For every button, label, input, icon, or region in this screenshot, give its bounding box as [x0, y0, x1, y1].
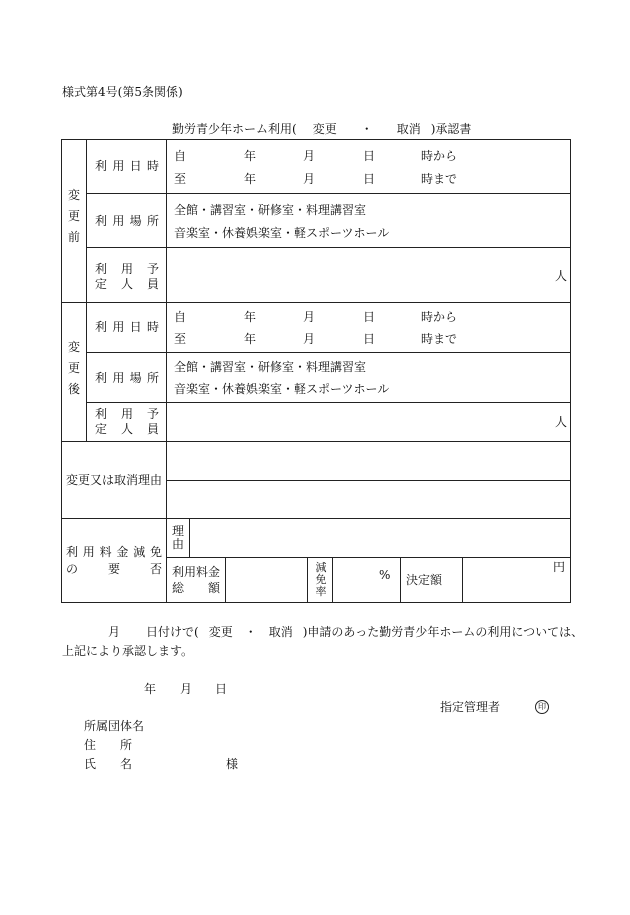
after-use-place-label: 利 用 場 所 [95, 371, 159, 385]
after-place-line-1: 全館・講習室・研修室・料理講習室 [174, 360, 367, 374]
before-use-place-label: 利 用 場 所 [95, 214, 159, 228]
title-suffix: )承認書 [430, 122, 472, 136]
approval-day: 日 [215, 682, 228, 696]
fee-total-label-1: 利用料金 [172, 565, 221, 579]
before-to-day: 日 [363, 172, 376, 186]
seal-mark: 印 [535, 700, 549, 714]
after-place-line-2: 音楽室・休養娯楽室・軽スポーツホール [174, 382, 390, 396]
approval-sentence-line-1: 月 日付けで( 変更 ・ 取消 )申請のあった勤労青少年ホームの利用については、 [108, 625, 584, 639]
reduction-rate-label: 減 免 率 [315, 561, 327, 598]
after-from: 自 [174, 310, 187, 324]
percent-sign: % [379, 568, 391, 582]
reason-label: 変更又は取消理由 [66, 473, 163, 487]
before-use-datetime-label: 利 用 日 時 [95, 159, 159, 173]
after-to-time: 時まで [421, 332, 458, 346]
before-planned-people-label-2: 定 人 員 [95, 277, 159, 291]
address-label: 住 所 [84, 738, 132, 752]
approval-sentence-line-2: 上記により承認します。 [62, 644, 194, 658]
after-use-datetime-label: 利 用 日 時 [95, 320, 159, 334]
after-label: 変 更 後 [67, 340, 80, 396]
after-planned-people-label-1: 利 用 予 [95, 407, 159, 421]
title-option-cancel: 取消 [396, 122, 421, 136]
title-dot: ・ [360, 122, 373, 136]
before-from-time: 時から [421, 149, 458, 163]
reason-small-label-1: 理 [172, 524, 185, 538]
after-from-day: 日 [363, 310, 376, 324]
after-to-month: 月 [303, 332, 316, 346]
organization-label: 所属団体名 [84, 719, 145, 733]
before-label: 変 更 前 [67, 188, 80, 244]
after-people-unit: 人 [555, 415, 568, 429]
after-to-year: 年 [244, 332, 257, 346]
approval-table [61, 139, 571, 603]
before-to: 至 [174, 172, 187, 186]
before-place-line-1: 全館・講習室・研修室・料理講習室 [174, 203, 367, 217]
designated-manager: 指定管理者 [440, 700, 501, 714]
before-to-year: 年 [244, 172, 257, 186]
before-from-month: 月 [303, 149, 316, 163]
after-from-time: 時から [421, 310, 458, 324]
after-from-year: 年 [244, 310, 257, 324]
document-title [172, 123, 471, 135]
before-from-year: 年 [244, 149, 257, 163]
title-option-change: 変更 [312, 122, 337, 136]
before-from: 自 [174, 149, 187, 163]
before-planned-people-label-1: 利 用 予 [95, 262, 159, 276]
after-from-month: 月 [303, 310, 316, 324]
fee-reduction-label-1: 利 用 料 金 減 免 [66, 545, 162, 559]
name-label: 氏 名 [84, 757, 132, 771]
yen-sign: 円 [553, 560, 566, 574]
before-to-month: 月 [303, 172, 316, 186]
decided-amount-label: 決定額 [406, 573, 443, 587]
approval-month: 月 [180, 682, 193, 696]
before-to-time: 時まで [421, 172, 458, 186]
after-planned-people-label-2: 定 人 員 [95, 422, 159, 436]
after-to-day: 日 [363, 332, 376, 346]
approval-year: 年 [144, 682, 157, 696]
before-from-day: 日 [363, 149, 376, 163]
title-prefix: 勤労青少年ホーム利用( [172, 122, 297, 136]
reason-small-label-2: 由 [172, 537, 185, 551]
after-to: 至 [174, 332, 187, 346]
honorific-sama: 様 [226, 757, 239, 771]
fee-reduction-label-2: の 要 否 [66, 562, 162, 576]
form-number: 様式第4号(第5条関係) [62, 85, 183, 99]
fee-total-label-2: 総 額 [172, 581, 220, 595]
before-place-line-2: 音楽室・休養娯楽室・軽スポーツホール [174, 226, 390, 240]
before-people-unit: 人 [555, 269, 568, 283]
